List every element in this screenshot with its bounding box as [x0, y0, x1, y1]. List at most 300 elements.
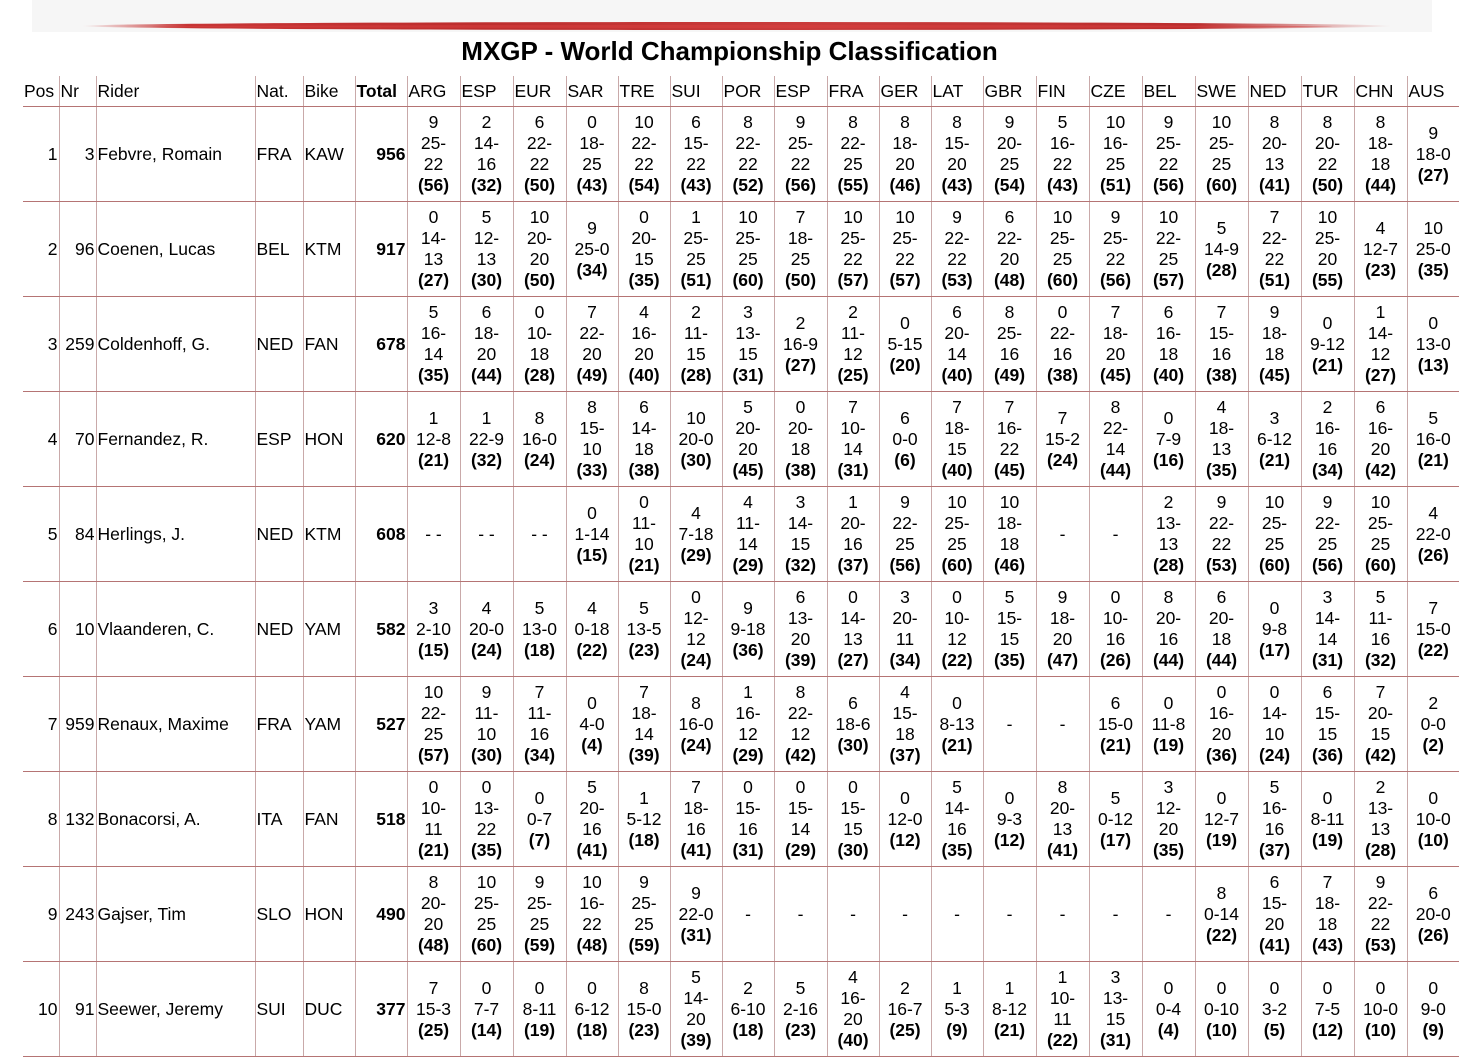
- gp-result-cell: [618, 772, 670, 867]
- nationality-cell: FRA: [255, 107, 303, 202]
- gp-result-line: 16: [1052, 344, 1073, 364]
- gp-result-line: 22: [947, 249, 967, 269]
- gp-result-cell: [513, 772, 566, 867]
- gp-total-points: (57): [417, 745, 450, 765]
- gp-result-line: 11-: [527, 703, 552, 723]
- gp-total-points: (18): [523, 639, 556, 660]
- gp-result-cell: [1195, 202, 1248, 297]
- gp-result-cell: [1089, 487, 1142, 582]
- table-row: [23, 582, 1459, 677]
- gp-result-cell: [460, 867, 513, 962]
- gp-result-cell: [983, 867, 1036, 962]
- gp-result-line: 16-: [579, 893, 605, 913]
- gp-result-line: 16-: [1261, 798, 1288, 818]
- gp-total-points: (51): [1099, 175, 1132, 195]
- total-points: 527: [355, 677, 407, 772]
- gp-result-line: 20: [582, 344, 602, 364]
- table-row: [23, 297, 1459, 392]
- gp-result-line: 3-2: [1261, 998, 1288, 1019]
- col-event-header: ESP: [774, 76, 827, 107]
- gp-result-line: 0: [534, 302, 545, 322]
- gp-total-points: (27): [1364, 365, 1397, 385]
- gp-result-line: 18-: [473, 323, 500, 343]
- gp-result-line: 5: [587, 777, 597, 797]
- col-event-header: POR: [722, 76, 774, 107]
- gp-result-line: 18: [1211, 629, 1232, 649]
- gp-result-line: 11: [424, 819, 443, 839]
- gp-result-cell: [1036, 962, 1089, 1057]
- gp-result-line: 0: [587, 112, 597, 132]
- gp-result-line: 0: [952, 587, 962, 607]
- gp-result-cell: [827, 867, 879, 962]
- gp-result-line: 16: [686, 819, 706, 839]
- gp-total-points: (46): [889, 175, 921, 195]
- gp-result-cell: [722, 297, 774, 392]
- gp-result-line: 20: [1370, 439, 1391, 459]
- gp-result-cell: [566, 582, 618, 677]
- gp-result-line: 5: [952, 777, 962, 797]
- gp-result-cell: [618, 107, 670, 202]
- gp-result-cell: [618, 297, 670, 392]
- gp-result-line: 13: [423, 249, 444, 269]
- gp-total-points: (21): [628, 555, 660, 575]
- gp-result-cell: [1248, 677, 1301, 772]
- gp-result-line: 14: [634, 724, 654, 744]
- gp-result-line: 14-: [944, 798, 970, 818]
- gp-result-line: 11-8: [1151, 713, 1186, 734]
- gp-result-line: 15-: [1261, 893, 1288, 913]
- gp-result-line: 14-: [420, 228, 447, 248]
- gp-result-line: 9: [1057, 587, 1068, 607]
- gp-result-line: 8: [795, 682, 806, 702]
- nationality-cell: ITA: [255, 772, 303, 867]
- gp-result-cell: [1142, 297, 1195, 392]
- gp-result-line: 0: [1269, 597, 1280, 618]
- gp-result-line: 0: [1322, 977, 1333, 998]
- gp-result-line: 12-7: [1362, 238, 1399, 259]
- gp-total-points: (50): [523, 175, 556, 195]
- gp-result-line: 20: [1105, 344, 1126, 364]
- gp-result-cell: [1301, 772, 1354, 867]
- gp-result-cell: [1354, 202, 1407, 297]
- gp-result-cell: [1407, 392, 1459, 487]
- gp-total-points: (22): [1046, 1030, 1079, 1050]
- gp-result-line: 8-13: [939, 713, 975, 734]
- gp-result-cell: [879, 962, 931, 1057]
- gp-result-line: 6: [1216, 587, 1227, 607]
- gp-result-cell: [1354, 867, 1407, 962]
- gp-result-line: 15: [634, 249, 654, 269]
- gp-result-line: 20: [738, 439, 758, 459]
- gp-total-points: (31): [732, 365, 764, 385]
- gp-result-line: 14: [1105, 439, 1126, 459]
- gp-result-cell: [566, 772, 618, 867]
- gp-total-points: (49): [576, 365, 608, 385]
- gp-result-line: 0: [481, 777, 492, 797]
- gp-total-points: (37): [889, 745, 921, 765]
- gp-result-cell: [774, 867, 827, 962]
- gp-result-line: 1: [481, 407, 492, 428]
- gp-total-points: (31): [837, 460, 869, 480]
- gp-total-points: (33): [576, 460, 608, 480]
- gp-result-line: 18: [895, 724, 915, 744]
- gp-result-line: 8: [1269, 112, 1280, 132]
- gp-result-line: 22-: [1314, 513, 1341, 533]
- gp-result-cell: [722, 392, 774, 487]
- gp-result-line: 25: [1317, 534, 1338, 554]
- gp-total-points: (2): [1422, 734, 1444, 755]
- gp-result-line: 22-: [892, 513, 918, 533]
- gp-result-cell: [618, 962, 670, 1057]
- gp-result-line: 20: [1158, 819, 1179, 839]
- nationality-cell: FRA: [255, 677, 303, 772]
- gp-result-line: 25-: [1367, 513, 1394, 533]
- gp-result-cell: [407, 867, 460, 962]
- nr-cell: 91: [59, 962, 96, 1057]
- gp-result-line: 11: [895, 629, 915, 649]
- gp-result-line: 25: [1158, 249, 1179, 269]
- gp-result-line: 1: [743, 682, 753, 702]
- gp-total-points: (35): [417, 365, 450, 385]
- gp-total-points: (25): [417, 1019, 450, 1040]
- gp-total-points: (42): [784, 745, 817, 765]
- gp-result-cell: [1301, 297, 1354, 392]
- gp-result-line: 9: [1428, 122, 1439, 143]
- gp-total-points: (48): [417, 935, 450, 955]
- gp-result-cell: [1195, 867, 1248, 962]
- gp-result-line: 7: [639, 682, 649, 702]
- gp-total-points: (40): [837, 1030, 869, 1050]
- gp-result-line: 16: [999, 344, 1020, 364]
- gp-result-cell: [1407, 867, 1459, 962]
- total-points: 620: [355, 392, 407, 487]
- gp-result-line: 2: [1163, 492, 1174, 512]
- gp-result-line: 4: [1216, 397, 1227, 417]
- gp-total-points: (27): [1417, 164, 1449, 185]
- gp-result-line: 20-: [735, 418, 761, 438]
- pos-cell: 9: [23, 867, 59, 962]
- gp-total-points: (38): [784, 460, 817, 480]
- gp-result-line: 20-0: [468, 618, 505, 639]
- gp-result-line: 13: [1264, 154, 1285, 174]
- gp-result-line: 25-0: [1415, 238, 1451, 259]
- gp-result-line: 25: [947, 534, 967, 554]
- gp-result-line: 11-: [1368, 608, 1393, 628]
- gp-result-line: 18-: [787, 228, 814, 248]
- gp-result-line: 12: [947, 629, 967, 649]
- gp-result-line: 22-: [996, 228, 1023, 248]
- gp-result-line: 20-0: [1415, 903, 1451, 924]
- gp-total-points: (42): [1364, 745, 1397, 765]
- gp-result-line: 7: [1428, 597, 1439, 618]
- gp-result-line: 7: [534, 682, 545, 702]
- gp-result-cell: [774, 202, 827, 297]
- gp-result-line: 6: [639, 397, 649, 417]
- gp-total-points: (44): [1152, 650, 1185, 670]
- gp-total-points: (48): [576, 935, 608, 955]
- rider-name: Seewer, Jeremy: [96, 962, 255, 1057]
- gp-result-line: 22: [1264, 249, 1285, 269]
- gp-total-points: (41): [680, 840, 712, 860]
- gp-result-cell: [407, 487, 460, 582]
- gp-result-line: 4: [691, 502, 701, 523]
- gp-result-cell: [1089, 297, 1142, 392]
- gp-total-points: (34): [1311, 460, 1344, 480]
- gp-result-line: 25-: [996, 323, 1023, 343]
- gp-result-line: 10: [1317, 207, 1338, 227]
- gp-result-line: 12-7: [1203, 808, 1240, 829]
- gp-result-line: -: [745, 903, 751, 924]
- gp-result-line: 18-0: [1415, 143, 1451, 164]
- gp-result-line: 7: [428, 977, 439, 998]
- gp-total-points: (24): [1046, 449, 1079, 470]
- gp-result-cell: [407, 392, 460, 487]
- gp-result-line: 22-: [840, 133, 866, 153]
- gp-result-line: 7: [1004, 397, 1015, 417]
- gp-result-line: 15-: [735, 798, 761, 818]
- gp-total-points: (15): [417, 639, 450, 660]
- gp-result-line: 4: [1428, 502, 1439, 523]
- gp-result-cell: [1089, 202, 1142, 297]
- gp-result-line: 25: [423, 724, 444, 744]
- gp-result-line: 10: [895, 207, 915, 227]
- gp-result-cell: [1195, 962, 1248, 1057]
- gp-result-line: 16: [738, 819, 758, 839]
- gp-result-line: 15-0: [1415, 618, 1451, 639]
- gp-result-line: 0: [639, 207, 649, 227]
- gp-result-line: 6-12: [1256, 428, 1293, 449]
- nr-cell: 243: [59, 867, 96, 962]
- gp-result-cell: [1248, 582, 1301, 677]
- gp-result-line: 8: [1216, 882, 1227, 903]
- gp-result-line: 22-: [1261, 228, 1288, 248]
- gp-result-cell: [879, 487, 931, 582]
- gp-result-cell: [879, 867, 931, 962]
- gp-result-line: 13-: [1102, 988, 1129, 1008]
- rider-name: Coenen, Lucas: [96, 202, 255, 297]
- gp-total-points: (9): [1422, 1019, 1444, 1040]
- gp-result-line: 2: [691, 302, 701, 322]
- gp-result-cell: [827, 487, 879, 582]
- gp-result-line: 10: [999, 492, 1020, 512]
- gp-result-line: 22: [634, 154, 654, 174]
- gp-result-line: 0-18: [574, 618, 610, 639]
- gp-result-line: -: [902, 903, 908, 924]
- gp-result-line: -: [1006, 713, 1013, 734]
- gp-result-line: 9: [1004, 112, 1015, 132]
- gp-result-cell: [1248, 297, 1301, 392]
- gp-result-line: 15-: [1314, 703, 1341, 723]
- col-event-header: NED: [1248, 76, 1301, 107]
- gp-total-points: (30): [680, 449, 712, 470]
- gp-result-line: 6: [691, 112, 701, 132]
- col-event-header: AUS: [1407, 76, 1459, 107]
- col-event-header: ESP: [460, 76, 513, 107]
- gp-result-line: 15-: [944, 133, 970, 153]
- gp-result-line: 10: [1105, 112, 1126, 132]
- gp-total-points: (54): [993, 175, 1026, 195]
- col-pos-header: Pos: [23, 76, 59, 107]
- gp-result-cell: [670, 107, 722, 202]
- gp-result-line: 6: [534, 112, 545, 132]
- gp-result-cell: [1248, 392, 1301, 487]
- gp-result-line: 16: [1370, 629, 1391, 649]
- gp-result-cell: [931, 297, 983, 392]
- gp-result-line: 13: [476, 249, 497, 269]
- gp-result-cell: [1142, 487, 1195, 582]
- gp-result-line: 22: [529, 154, 550, 174]
- gp-result-line: 20-: [944, 323, 970, 343]
- gp-result-line: 18-: [1367, 133, 1394, 153]
- gp-result-line: 16-: [1208, 703, 1235, 723]
- gp-result-cell: [670, 677, 722, 772]
- gp-result-cell: [460, 392, 513, 487]
- gp-result-cell: [1301, 867, 1354, 962]
- gp-result-line: 6: [1163, 302, 1174, 322]
- gp-result-line: 20-: [996, 133, 1023, 153]
- gp-result-line: 25: [476, 914, 497, 934]
- rider-name: Renaux, Maxime: [96, 677, 255, 772]
- gp-total-points: (24): [523, 449, 556, 470]
- gp-result-cell: [1142, 772, 1195, 867]
- gp-total-points: (60): [732, 270, 764, 290]
- gp-result-line: 0: [1216, 787, 1227, 808]
- gp-total-points: (56): [889, 555, 921, 575]
- gp-result-line: 9: [481, 682, 492, 702]
- total-points: 377: [355, 962, 407, 1057]
- gp-total-points: (19): [1152, 734, 1185, 755]
- gp-result-line: 5: [428, 302, 439, 322]
- gp-result-line: 14-: [1314, 608, 1341, 628]
- gp-result-line: 9: [428, 112, 439, 132]
- gp-total-points: (23): [628, 639, 660, 660]
- gp-result-line: 13: [1052, 819, 1073, 839]
- gp-result-line: 12-: [473, 228, 500, 248]
- gp-total-points: (26): [1417, 544, 1449, 565]
- gp-result-line: 11: [1053, 1009, 1072, 1029]
- gp-result-cell: [722, 677, 774, 772]
- gp-total-points: (34): [523, 745, 556, 765]
- gp-result-line: 2: [743, 977, 753, 998]
- col-event-header: BEL: [1142, 76, 1195, 107]
- gp-total-points: (50): [784, 270, 817, 290]
- gp-result-line: 0: [900, 312, 910, 333]
- gp-result-cell: [983, 297, 1036, 392]
- gp-result-line: -: [954, 903, 960, 924]
- gp-result-line: 10: [1264, 492, 1285, 512]
- gp-result-line: 0: [848, 587, 858, 607]
- gp-result-line: 12: [790, 724, 811, 744]
- gp-total-points: (4): [581, 734, 603, 755]
- gp-total-points: (53): [1364, 935, 1397, 955]
- gp-result-cell: [931, 582, 983, 677]
- gp-result-line: 20-0: [678, 428, 714, 449]
- gp-result-line: 14: [1317, 629, 1338, 649]
- nr-cell: 70: [59, 392, 96, 487]
- nationality-cell: ESP: [255, 392, 303, 487]
- gp-result-line: -: [797, 903, 804, 924]
- nationality-cell: NED: [255, 487, 303, 582]
- gp-result-line: 18: [634, 439, 654, 459]
- gp-result-line: 20-: [420, 893, 447, 913]
- gp-result-line: 0-7: [526, 808, 553, 829]
- gp-result-line: 22: [843, 249, 863, 269]
- gp-result-line: 22-: [1049, 323, 1076, 343]
- gp-total-points: (60): [1258, 555, 1291, 575]
- col-event-header: CZE: [1089, 76, 1142, 107]
- gp-result-line: 16: [1264, 819, 1285, 839]
- gp-result-line: 11-: [632, 513, 656, 533]
- gp-result-cell: [618, 867, 670, 962]
- gp-result-line: -: [1165, 903, 1172, 924]
- gp-total-points: (32): [1364, 650, 1397, 670]
- gp-result-line: 4: [587, 597, 597, 618]
- gp-result-cell: [670, 202, 722, 297]
- gp-result-cell: [1142, 202, 1195, 297]
- gp-result-line: 7: [1057, 407, 1068, 428]
- nr-cell: 259: [59, 297, 96, 392]
- gp-total-points: (50): [1311, 175, 1344, 195]
- gp-result-line: 20: [999, 249, 1020, 269]
- gp-result-cell: [1248, 202, 1301, 297]
- gp-result-line: 16-: [1155, 323, 1182, 343]
- gp-result-cell: [1248, 962, 1301, 1057]
- gp-result-cell: [670, 487, 722, 582]
- gp-total-points: (60): [1046, 270, 1079, 290]
- gp-result-line: 0: [691, 587, 701, 607]
- gp-result-line: 14-: [473, 133, 500, 153]
- gp-result-line: 7: [1110, 302, 1121, 322]
- gp-result-line: 6-10: [730, 998, 766, 1019]
- gp-result-line: 16-: [420, 323, 447, 343]
- gp-total-points: (32): [784, 555, 817, 575]
- gp-result-line: 6: [952, 302, 962, 322]
- gp-result-line: 25-: [735, 228, 761, 248]
- gp-result-line: 22: [423, 154, 444, 174]
- rider-name: Febvre, Romain: [96, 107, 255, 202]
- gp-total-points: (53): [941, 270, 973, 290]
- gp-result-line: 0: [428, 207, 439, 227]
- gp-total-points: (24): [1258, 745, 1291, 765]
- gp-result-line: 5: [1057, 112, 1068, 132]
- gp-result-line: 20: [634, 344, 654, 364]
- pos-cell: 8: [23, 772, 59, 867]
- col-event-header: ARG: [407, 76, 460, 107]
- gp-result-line: 18: [790, 439, 811, 459]
- gp-result-line: 10: [1158, 207, 1179, 227]
- total-points: 490: [355, 867, 407, 962]
- gp-result-line: 10: [947, 492, 967, 512]
- nationality-cell: NED: [255, 582, 303, 677]
- gp-result-line: 25: [582, 154, 602, 174]
- gp-total-points: (44): [1099, 460, 1132, 480]
- gp-result-line: 10-: [420, 798, 447, 818]
- gp-result-cell: [1195, 582, 1248, 677]
- gp-result-cell: [1089, 867, 1142, 962]
- gp-total-points: (22): [941, 650, 973, 670]
- gp-result-line: - -: [425, 523, 442, 544]
- rider-name: Herlings, J.: [96, 487, 255, 582]
- gp-result-line: 16-0: [1415, 428, 1451, 449]
- gp-result-cell: [931, 867, 983, 962]
- gp-total-points: (17): [1099, 829, 1132, 850]
- header-banner: [32, 0, 1432, 32]
- gp-result-cell: [827, 582, 879, 677]
- gp-result-line: 10: [1423, 217, 1443, 238]
- gp-result-line: 0: [534, 787, 545, 808]
- gp-result-line: 20: [476, 344, 497, 364]
- gp-result-line: 13: [1158, 534, 1179, 554]
